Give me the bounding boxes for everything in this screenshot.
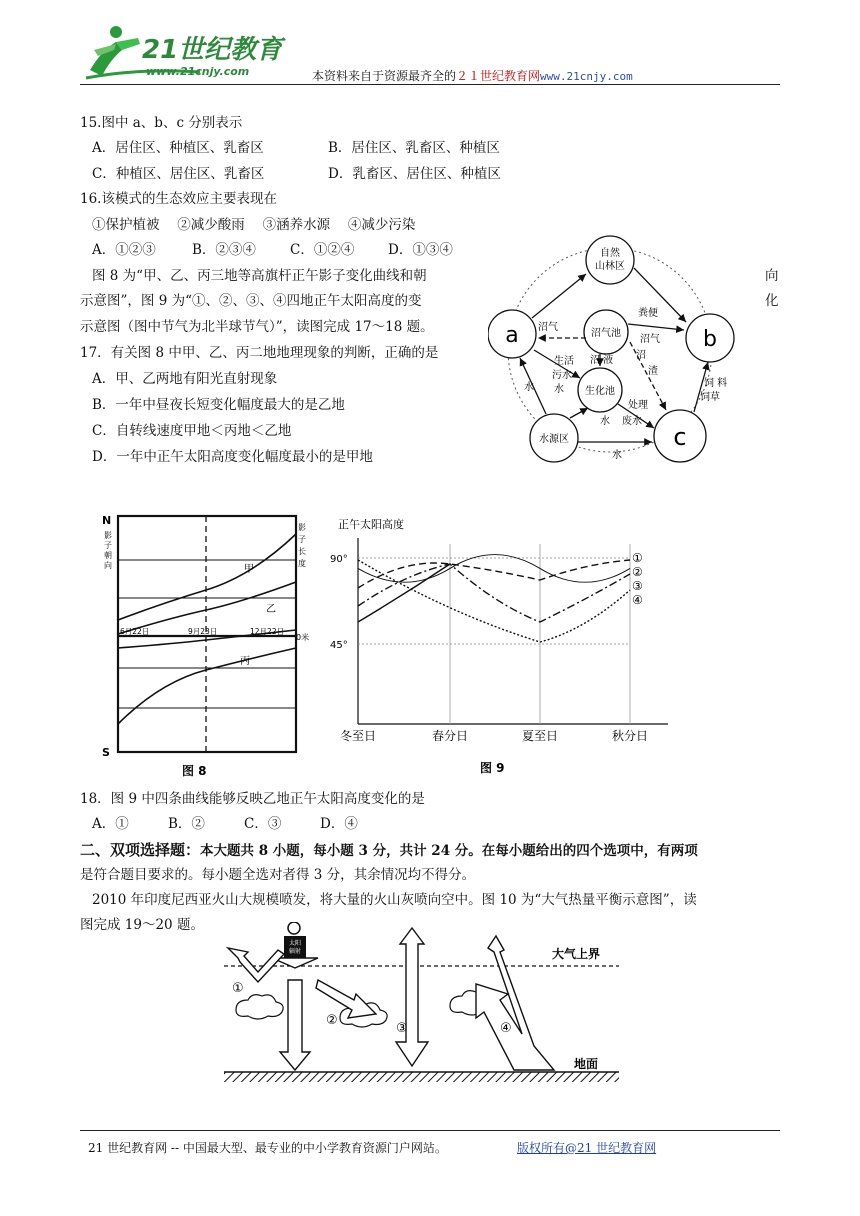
curve-4a	[358, 564, 450, 622]
q16-option-d: D．①③④	[388, 242, 453, 258]
intro-line1-end: 向	[765, 268, 779, 284]
fig9-x3: 夏至日	[522, 729, 559, 743]
fig8-right-label-1: 影	[298, 523, 306, 532]
section2-p2: 图完成 19～20 题。	[80, 917, 204, 933]
header-red: ２１世纪教育网	[456, 69, 541, 83]
node-c-label: c	[673, 423, 687, 451]
fig8-s: S	[102, 746, 110, 759]
q15-option-d: D．乳畜区、居住区、种植区	[328, 166, 501, 182]
fig8-jia: 甲	[244, 564, 254, 575]
curve-2	[358, 560, 630, 588]
label-dung: 粪便	[638, 308, 658, 319]
fig9-y90: 90°	[330, 554, 348, 565]
arrow-1	[228, 948, 284, 982]
fig9-caption: 图 9	[480, 761, 505, 775]
fig8-yi: 乙	[266, 604, 276, 615]
curve-3	[358, 564, 630, 622]
ground-hatch	[224, 1072, 619, 1082]
q17-option-a: A．甲、乙两地有阳光直射现象	[92, 371, 278, 387]
fig8-zero: 0米	[296, 633, 310, 642]
header-note: 本资料来自于资源最齐全的２１世纪教育网www.21cnjy.com	[312, 69, 633, 83]
q17-option-c: C．自转线速度甲地＜丙地＜乙地	[92, 423, 292, 439]
fig10-top: 大气上界	[552, 947, 601, 961]
header-url[interactable]: www.21cnjy.com	[540, 70, 633, 83]
fig9-y45: 45°	[330, 640, 348, 651]
arrow-3	[396, 928, 428, 1066]
q18-option-c: C．③	[244, 816, 282, 832]
fig9-s3: ③	[632, 579, 643, 593]
arrow-solar-down	[280, 980, 310, 1070]
svg-text:③: ③	[396, 1021, 408, 1036]
q18-option-b: B．②	[168, 816, 205, 832]
figure-8	[100, 512, 315, 782]
arrow-4	[476, 936, 554, 1070]
fig9-x2: 春分日	[432, 729, 469, 743]
q18-stem: 18．图 9 中四条曲线能够反映乙地正午太阳高度变化的是	[80, 791, 425, 807]
fig9-s1: ①	[632, 551, 643, 565]
svg-text:①: ①	[232, 981, 244, 996]
q16-option-b: B．②③④	[192, 242, 256, 258]
section2-desc2: 是符合题目要求的。每小题全选对者得 3 分，其余情况均不得分。	[80, 867, 476, 883]
logo-text: 21世纪教育	[142, 35, 283, 65]
label-residue2: 渣	[648, 366, 658, 377]
label-feed: 饲 料	[704, 378, 728, 389]
section2-desc1: 本大题共 8 小题，每小题 3 分，共计 24 分。在每小题给出的四个选项中，有两项	[200, 843, 698, 859]
curve-4	[358, 560, 630, 642]
svg-text:向: 向	[104, 561, 112, 570]
svg-text:④: ④	[500, 1021, 512, 1036]
fig9-title: 正午太阳高度	[338, 518, 404, 531]
q17-stem: 17．有关图 8 中甲、乙、丙二地地理现象的判断，正确的是	[80, 345, 439, 361]
intro-line2: 示意图”，图 9 为“①、②、③、④四地正午太阳高度的变	[80, 293, 422, 309]
svg-text:子: 子	[298, 535, 306, 544]
label-gas2: 沼气	[640, 334, 660, 345]
node-biochem-label: 生化池	[585, 386, 615, 397]
q18-option-a: A．①	[92, 816, 129, 832]
label-gas1: 沼气	[538, 322, 558, 333]
label-waste2: 废水	[622, 416, 642, 427]
node-biogas-label: 沼气池	[591, 328, 621, 339]
q16-option-a: A．①②③	[92, 242, 156, 258]
fig8-bing: 丙	[240, 656, 250, 667]
figure-10	[214, 922, 634, 1092]
eco-cycle-diagram	[488, 232, 748, 472]
fig8-left-label-1: 影	[104, 531, 112, 540]
node-b-label: b	[703, 327, 717, 352]
fig8-caption: 图 8	[182, 764, 207, 778]
q17-option-d: D．一年中正午太阳高度变化幅度最小的是甲地	[92, 449, 373, 465]
fig8-d1: 6月22日	[120, 627, 150, 636]
footer-copyright-link[interactable]: 版权所有@21 世纪教育网	[517, 1141, 657, 1155]
intro-line3: 示意图（图中节气为北半球节气）”，读图完成 17～18 题。	[80, 319, 434, 335]
svg-text:朝: 朝	[104, 551, 112, 560]
label-sewage: 污水	[552, 370, 572, 381]
q15-option-b: B．居住区、乳畜区、种植区	[328, 140, 500, 156]
section2-p1: 2010 年印度尼西亚火山大规模喷发，将大量的火山灰喷向空中。图 10 为“大气热量平衡示意图”，读	[92, 892, 697, 908]
node-water-label: 水源区	[539, 434, 569, 445]
label-w3: 水	[600, 416, 610, 427]
footer-rule	[80, 1130, 780, 1131]
logo-url: www.21cnjy.com	[146, 65, 250, 78]
node-a-label: a	[505, 323, 519, 348]
fig9-x4: 秋分日	[612, 729, 649, 743]
node-forest-label2: 山林区	[595, 261, 625, 272]
q17-option-b: B．一年中昼夜长短变化幅度最大的是乙地	[92, 397, 345, 413]
q16-items: ①保护植被 ②减少酸雨 ③涵养水源 ④减少污染	[92, 217, 416, 233]
figure-9	[330, 514, 670, 780]
cloud-1	[236, 995, 283, 1019]
fig8-n: N	[102, 514, 112, 527]
fig10-ground: 地面	[574, 1057, 599, 1071]
svg-text:太阳: 太阳	[288, 940, 302, 947]
svg-text:长: 长	[298, 547, 306, 556]
q15-option-a: A．居住区、种植区、乳畜区	[92, 140, 264, 156]
fig9-x1: 冬至日	[340, 729, 377, 743]
label-forage: 饲草	[700, 392, 720, 403]
label-w4: 水	[612, 450, 622, 461]
fig8-d2: 9月23日	[188, 627, 218, 636]
intro-line1: 图 8 为“甲、乙、丙三地等高旗杆正午影子变化曲线和朝	[92, 268, 427, 284]
q18-option-d: D．④	[320, 816, 358, 832]
label-life: 生活	[554, 356, 574, 367]
fig9-s4: ④	[632, 593, 643, 607]
label-liquid: 沼 液	[590, 355, 614, 366]
svg-text:②: ②	[326, 1013, 338, 1028]
section2-heading	[80, 841, 698, 860]
svg-text:辐射: 辐射	[288, 948, 302, 955]
intro-line2-end: 化	[765, 293, 779, 309]
footer-left: 21 世纪教育网 -- 中国最大型、最专业的中小学教育资源门户网站。	[88, 1141, 447, 1155]
label-residue: 沼	[636, 350, 646, 361]
section2-title: 二、双项选择题：	[80, 841, 201, 859]
header-rule	[80, 84, 780, 85]
label-w2: 水	[524, 382, 534, 393]
label-w1: 水	[554, 384, 564, 395]
fig9-s2: ②	[632, 565, 643, 579]
q15-stem: 15.图中 a、b、c 分别表示	[80, 115, 243, 131]
site-logo	[80, 20, 295, 82]
node-forest	[586, 236, 634, 284]
fig8-d3: 12月22日	[250, 627, 285, 636]
q16-option-c: C．①②④	[290, 242, 355, 258]
q15-option-c: C．种植区、居住区、乳畜区	[92, 166, 265, 182]
q16-stem: 16.该模式的生态效应主要表现在	[80, 191, 277, 207]
label-waste: 处理	[628, 400, 648, 411]
sun-icon	[288, 922, 300, 934]
svg-text:子: 子	[104, 541, 112, 550]
svg-text:度: 度	[298, 559, 306, 568]
node-forest-label1: 自然	[600, 248, 620, 259]
